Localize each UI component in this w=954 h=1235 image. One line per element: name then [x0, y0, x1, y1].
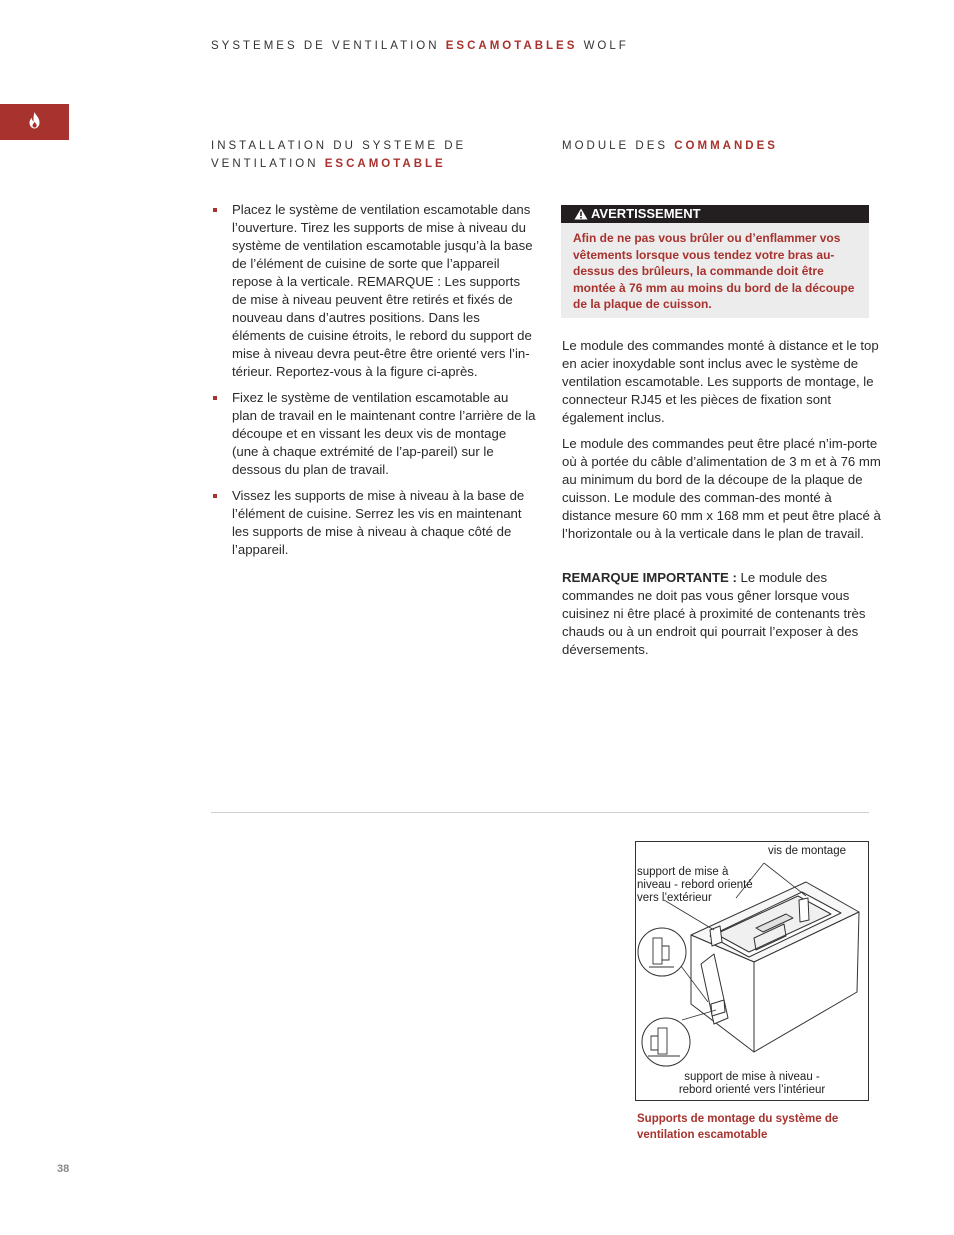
module-paragraph-1: Le module des commandes monté à distance et le top en acier inoxydable sont inclus avec le système de ventilation escamotable. Les supports de montage, le connecteur RJ45 et les pièces de fixation sont également inclus.	[562, 338, 879, 425]
label-mounting-screws: vis de montage	[768, 845, 846, 857]
mounting-brackets-figure	[635, 841, 869, 1101]
figure-caption	[637, 1111, 838, 1143]
installation-steps	[211, 201, 536, 567]
warning-header	[561, 205, 869, 223]
list-item	[211, 487, 536, 559]
figure-caption-line2: ventilation escamotable	[637, 1129, 768, 1141]
list-item	[211, 201, 536, 381]
figure-caption-line1: Supports de montage du système de	[637, 1113, 839, 1125]
running-header	[211, 40, 629, 52]
important-note-text: Le module des commandes ne doit pas vous gêner lorsque vous cuisinez ni être placé à proximité de contenants très chauds ou à un endroit qui pourrait l’exposer à des déversements.	[562, 570, 866, 657]
label-outside-line1: support de mise à	[637, 866, 729, 878]
section-title-module-prefix: MODULE DES	[562, 140, 669, 152]
section-title-line2	[211, 155, 466, 173]
header-highlight: ESCAMOTABLES	[445, 40, 578, 52]
bullet-square-icon	[213, 494, 217, 498]
warning-triangle-icon	[574, 208, 588, 220]
header-prefix: SYSTEMES DE VENTILATION	[211, 40, 440, 52]
section-title-installation	[211, 137, 466, 173]
important-note-label: REMARQUE IMPORTANTE :	[562, 570, 737, 585]
section-title-line1: INSTALLATION DU SYSTEME DE	[211, 140, 467, 152]
module-paragraph-3	[562, 569, 884, 659]
list-item-text: Fixez le système de ventilation escamotable au plan de travail en le maintenant contre l’arrière de la découpe et en vissant les deux vis de montage (une à chaque extrémité de l’ap-pareil) sur le dessous du plan de travail.	[232, 390, 536, 477]
section-title-module	[562, 137, 778, 155]
section-tab	[0, 104, 69, 140]
label-outside-line3: vers l’extérieur	[637, 892, 712, 904]
section-title-module-highlight: COMMANDES	[674, 140, 778, 152]
list-item	[211, 389, 536, 479]
warning-text: Afin de ne pas vous brûler ou d’enflammer vos vêtements lorsque vous tendez votre bras au-dessus des brûleurs, la commande doit être montée à 76 mm au moins du bord de la découpe de la plaque de cuisson.	[573, 231, 855, 311]
bullet-square-icon	[213, 208, 217, 212]
flame-icon	[28, 112, 41, 129]
list-item-text: Placez le système de ventilation escamotable dans l’ouverture. Tirez les supports de mise à niveau du système de ventilation escamotable jusqu’à la base de l’élément de cuisine de sorte que l’appareil repose à la verticale. REMARQUE : Les supports de mise à niveau peuvent être retirés et fixés de nouveau dans d’autres positions. Dans les éléments de cuisine étroits, le rebord du support de mise à niveau devra peut-être être orienté vers l’in-térieur. Reportez-vous à la figure ci-après.	[232, 202, 533, 379]
warning-label: AVERTISSEMENT	[591, 206, 701, 221]
page-number: 38	[57, 1163, 70, 1175]
list-item-text: Vissez les supports de mise à niveau à la base de l’élément de cuisine. Serrez les vis en maintenant les supports de mise à niveau à chaque côté de l’appareil.	[232, 488, 525, 557]
bullet-square-icon	[213, 396, 217, 400]
module-paragraph-2: Le module des commandes peut être placé n’im-porte où à portée du câble d’alimentation de 3 m et à 76 mm au minimum du bord de la découpe de la plaque de cuisson. Le module des comman-des monté à distance mesure 60 mm x 168 mm et peut être placé à l’horizontale ou à la verticale dans le plan de travail.	[562, 436, 881, 541]
label-inside-line2: rebord orienté vers l’intérieur	[678, 1084, 826, 1096]
label-inside-line1: support de mise à niveau -	[684, 1071, 820, 1083]
warning-box	[561, 205, 869, 318]
label-outside-line2: niveau - rebord orienté	[637, 879, 753, 891]
section-divider	[211, 812, 869, 813]
header-suffix: WOLF	[583, 40, 629, 52]
section-title-line2-prefix: VENTILATION	[211, 158, 319, 170]
section-title-line2-highlight: ESCAMOTABLE	[324, 158, 446, 170]
